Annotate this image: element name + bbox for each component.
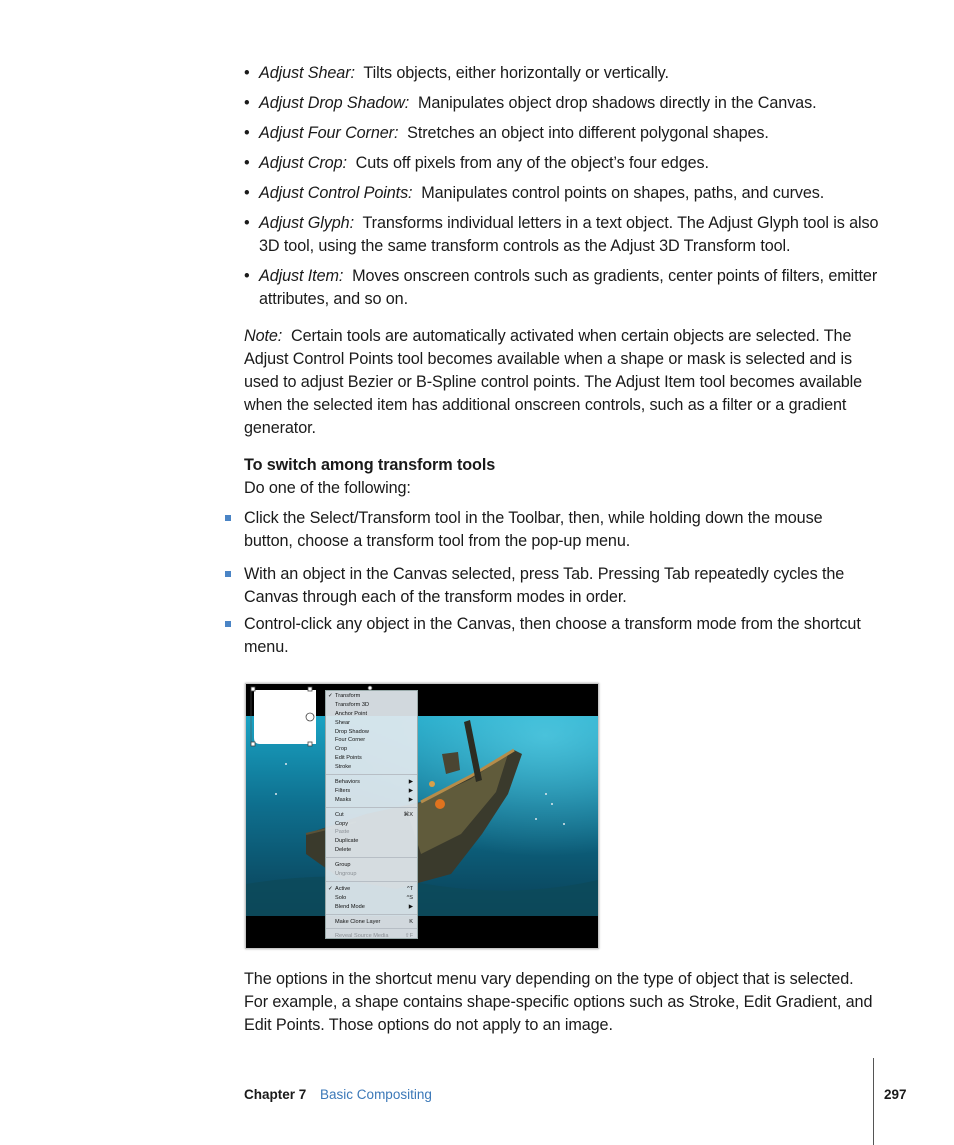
list-item: [244, 182, 825, 205]
step-line: Canvas through each of the transform modes in order.: [244, 588, 627, 606]
menu-item-label: Copy: [335, 820, 349, 827]
menu-item-label: Anchor Point: [335, 710, 368, 717]
shortcut-menu[interactable]: [325, 690, 418, 939]
menu-separator: [326, 914, 417, 915]
checkmark-icon: ✓: [328, 693, 333, 699]
menu-item-label: Behaviors: [335, 779, 360, 786]
menu-item-transform[interactable]: [326, 692, 417, 701]
menu-item-label: Active: [335, 885, 351, 892]
menu-item-behaviors[interactable]: [326, 778, 417, 787]
menu-item-solo[interactable]: [326, 894, 417, 903]
step-line: menu.: [244, 638, 289, 656]
bullet-dot: •: [244, 267, 250, 285]
term: Adjust Control Points:: [259, 184, 413, 202]
footer-divider: [873, 1058, 874, 1145]
menu-item-masks[interactable]: [326, 796, 417, 805]
menu-item-label: Shear: [335, 719, 350, 726]
submenu-arrow-icon: ▶: [408, 796, 413, 803]
list-item: [244, 62, 669, 85]
bullet-dot: •: [244, 64, 250, 82]
chapter-title-link[interactable]: Basic Compositing: [320, 1087, 432, 1102]
checkmark-icon: ✓: [328, 885, 333, 892]
term: Adjust Shear:: [259, 64, 355, 82]
shipwreck-scene: [246, 684, 598, 948]
term: Adjust Drop Shadow:: [259, 94, 410, 112]
desc: Transforms individual letters in a text object. The Adjust Glyph tool is also: [362, 214, 879, 232]
menu-item-label: Four Corner: [335, 737, 366, 744]
menu-separator: [326, 928, 417, 929]
shortcut-label: ⌘X: [403, 811, 413, 818]
menu-item-delete[interactable]: [326, 846, 417, 855]
menu-item-label: Filters: [335, 787, 351, 794]
menu-item-cut[interactable]: [326, 811, 417, 820]
bullet-dot: •: [244, 94, 250, 112]
menu-item-label: Duplicate: [335, 838, 359, 845]
menu-item-label: Make Clone Layer: [335, 918, 381, 925]
procedure-heading: To switch among transform tools: [244, 456, 496, 474]
desc: Stretches an object into different polygonal shapes.: [407, 124, 769, 142]
list-item: [244, 563, 844, 609]
note-line: when the selected item has additional onscreen controls, such as a filter or a gradient: [244, 396, 847, 414]
list-item: [244, 265, 878, 308]
note-line: used to adjust Bezier or B-Spline control points. The Adjust Item tool becomes available: [244, 373, 863, 391]
menu-item-label: Masks: [335, 796, 352, 803]
step-line: With an object in the Canvas selected, press Tab. Pressing Tab repeatedly cycles the: [244, 565, 845, 583]
menu-item-duplicate[interactable]: [326, 837, 417, 846]
submenu-arrow-icon: ▶: [408, 779, 413, 786]
menu-item-group[interactable]: [326, 861, 417, 870]
step-line: button, choose a transform tool from the pop-up menu.: [244, 532, 631, 550]
menu-separator: [326, 774, 417, 775]
term: Adjust Glyph:: [259, 214, 354, 232]
shortcut-label: ^T: [406, 885, 413, 892]
step-bullet-icon: [225, 571, 231, 577]
menu-item-label: Group: [335, 862, 351, 869]
term: Adjust Item:: [259, 267, 344, 285]
note-line: Adjust Control Points tool becomes available when a shape or mask is selected and is: [244, 350, 852, 368]
menu-item-edit-points[interactable]: [326, 754, 417, 763]
step-line: Click the Select/Transform tool in the Toolbar, then, while holding down the mouse: [244, 509, 823, 527]
term: Adjust Four Corner:: [259, 124, 399, 142]
menu-item-shear[interactable]: [326, 719, 417, 728]
menu-item-label: Stroke: [335, 764, 352, 771]
desc: Tilts objects, either horizontally or vertically.: [363, 64, 669, 82]
canvas-screenshot: [245, 683, 599, 949]
paragraph-line: The options in the shortcut menu vary depending on the type of object that is selected.: [244, 970, 854, 988]
note-line: generator.: [244, 419, 316, 437]
paragraph-line: For example, a shape contains shape-specific options such as Stroke, Edit Gradient, and: [244, 993, 873, 1011]
list-item: [244, 152, 709, 175]
menu-item-four-corner[interactable]: [326, 736, 417, 745]
term: Adjust Crop:: [259, 154, 347, 172]
bullet-dot: •: [244, 154, 250, 172]
bullet-dot: •: [244, 184, 250, 202]
shortcut-label: ^S: [406, 894, 413, 901]
menu-item-label: Solo: [335, 894, 347, 901]
list-item: [244, 613, 861, 659]
menu-item-active[interactable]: [326, 885, 417, 894]
menu-separator: [326, 881, 417, 882]
menu-item-transform-3d[interactable]: [326, 701, 417, 710]
menu-separator: [326, 807, 417, 808]
note-line: Certain tools are automatically activated when certain objects are selected. The: [291, 327, 852, 345]
desc: Cuts off pixels from any of the object’s four edges.: [355, 154, 709, 172]
submenu-arrow-icon: ▶: [408, 787, 413, 794]
after-figure-paragraph: [244, 968, 872, 1037]
list-item: [244, 212, 879, 255]
menu-item-label: Edit Points: [335, 755, 362, 762]
menu-item-crop[interactable]: [326, 745, 417, 754]
menu-item-stroke[interactable]: [326, 763, 417, 772]
list-item: [244, 122, 769, 145]
menu-separator: [326, 857, 417, 858]
menu-item-label: Blend Mode: [335, 903, 365, 910]
menu-item-blend-mode[interactable]: [326, 903, 417, 912]
menu-item-label: Ungroup: [335, 871, 357, 878]
menu-item-reveal-source-media: [326, 932, 417, 941]
shortcut-label: K: [409, 918, 413, 925]
menu-item-label: Crop: [335, 746, 348, 753]
desc-continued: 3D tool, using the same transform controls as the Adjust 3D Transform tool.: [259, 237, 791, 255]
footer: [244, 1087, 432, 1102]
menu-item-label: Transform: [335, 693, 361, 699]
menu-item-ungroup: [326, 870, 417, 879]
paragraph-line: Edit Points. Those options do not apply to an image.: [244, 1016, 613, 1034]
menu-item-paste: [326, 828, 417, 837]
bullet-dot: •: [244, 214, 250, 232]
menu-item-copy[interactable]: [326, 820, 417, 829]
page-number: 297: [884, 1087, 907, 1102]
menu-item-label: Cut: [335, 811, 344, 818]
step-bullet-icon: [225, 621, 231, 627]
menu-item-filters[interactable]: [326, 787, 417, 796]
list-item: [244, 507, 822, 553]
menu-item-make-clone-layer[interactable]: [326, 918, 417, 927]
menu-item-label: Transform 3D: [335, 701, 369, 708]
desc-continued: attributes, and so on.: [259, 290, 408, 308]
menu-item-label: Drop Shadow: [335, 728, 369, 735]
menu-item-label: Paste: [335, 829, 350, 836]
menu-item-anchor-point[interactable]: [326, 710, 417, 719]
bullet-dot: •: [244, 124, 250, 142]
desc: Manipulates control points on shapes, paths, and curves.: [421, 184, 825, 202]
desc: Manipulates object drop shadows directly in the Canvas.: [417, 94, 817, 112]
menu-item-label: Delete: [335, 847, 352, 854]
procedure-intro: Do one of the following:: [244, 479, 411, 497]
note-label: Note:: [244, 327, 283, 345]
submenu-arrow-icon: ▶: [408, 903, 413, 910]
menu-item-label: Reveal Source Media: [335, 933, 389, 940]
chapter-number: Chapter 7: [244, 1087, 307, 1102]
step-bullet-icon: [225, 515, 231, 521]
step-line: Control-click any object in the Canvas, then choose a transform mode from the shortcut: [244, 615, 861, 633]
desc: Moves onscreen controls such as gradients, center points of filters, emitter: [352, 267, 878, 285]
note-paragraph: [244, 325, 862, 440]
list-item: [244, 92, 817, 115]
menu-item-drop-shadow[interactable]: [326, 728, 417, 737]
shortcut-label: ⇧F: [404, 933, 413, 940]
